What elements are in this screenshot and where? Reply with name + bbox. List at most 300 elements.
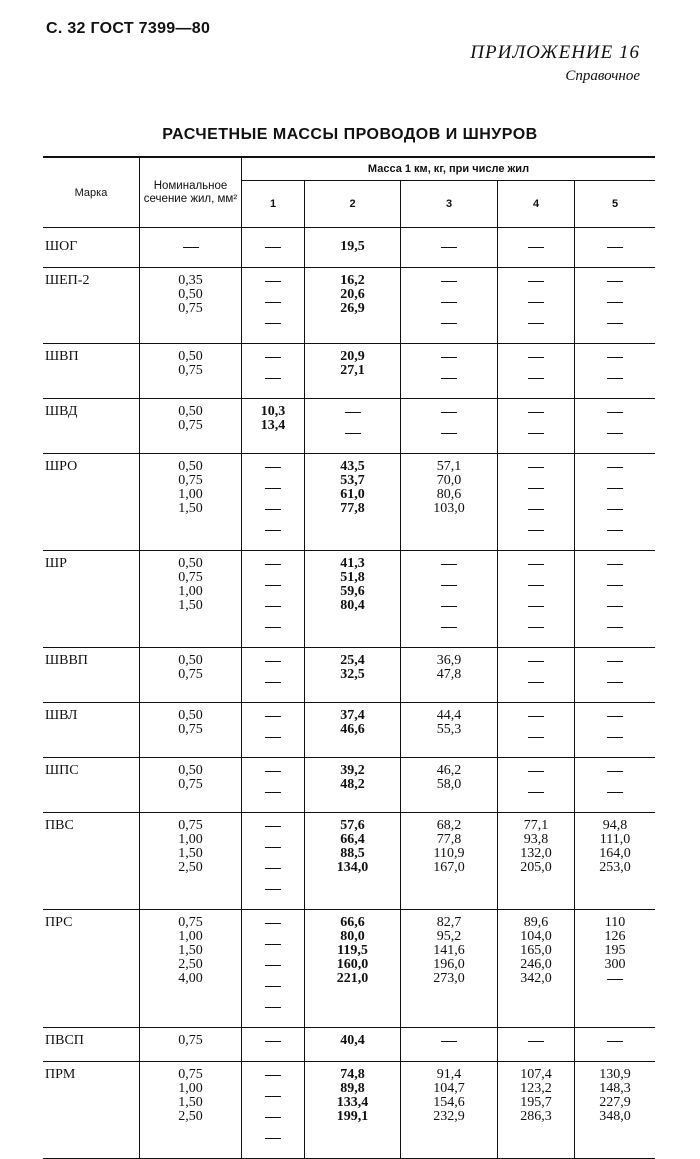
dash-mark — [575, 771, 655, 785]
cell-value: 0,50 — [178, 349, 203, 364]
cell-mass-4-core — [498, 1062, 575, 1159]
cell-value: 196,0 — [433, 957, 465, 972]
cell-section — [140, 813, 242, 910]
dash-mark — [575, 247, 655, 261]
cell-value: 4,00 — [178, 971, 203, 986]
cell-value: 273,0 — [433, 971, 465, 986]
cell-section — [140, 1028, 242, 1062]
cell-value: 132,0 — [520, 846, 552, 861]
cell-value: 77,8 — [340, 501, 365, 516]
cell-section — [140, 344, 242, 399]
cell-value: 1,00 — [178, 929, 203, 944]
cell-value: 80,4 — [340, 598, 365, 613]
dash-mark — [498, 433, 574, 447]
dash-mark — [242, 1075, 304, 1089]
cell-mass-2-core — [305, 813, 401, 910]
cell-marka: ПВС — [43, 813, 140, 910]
document-title: РАСЧЕТНЫЕ МАССЫ ПРОВОДОВ И ШНУРОВ — [162, 126, 538, 143]
dash-mark — [575, 792, 655, 806]
cell-value: 51,8 — [340, 570, 365, 585]
cell-mass-2-core — [305, 910, 401, 1028]
cell-marka: ШЕП-2 — [43, 268, 140, 344]
cell-value: 0,75 — [178, 301, 203, 316]
cell-value: 1,00 — [178, 1081, 203, 1096]
cell-mass-5-core — [575, 399, 656, 454]
dash-mark — [242, 923, 304, 937]
cell-value: 195,7 — [520, 1095, 552, 1110]
cell-value: 26,9 — [340, 301, 365, 316]
cell-value: 37,4 — [340, 708, 365, 723]
dash-mark — [575, 302, 655, 316]
cell-mass-3-core — [401, 813, 498, 910]
dash-mark — [575, 433, 655, 447]
cell-value: 227,9 — [599, 1095, 631, 1110]
cell-mass-1-core — [242, 648, 305, 703]
dash-mark — [242, 509, 304, 523]
cell-value: 0,75 — [178, 667, 203, 682]
dash-mark — [575, 737, 655, 751]
cell-value: 1,50 — [178, 846, 203, 861]
dash-mark — [498, 585, 574, 599]
dash-mark — [575, 357, 655, 371]
dash-mark — [575, 509, 655, 523]
cell-mass-3-core — [401, 758, 498, 813]
table-row — [43, 758, 655, 813]
cell-mass-2-core — [305, 551, 401, 648]
cell-marka: ШРО — [43, 454, 140, 551]
cell-value: 77,1 — [523, 818, 549, 833]
cell-marka: ПВСП — [43, 1028, 140, 1062]
cell-marka: ШВД — [43, 399, 140, 454]
dash-mark — [401, 627, 497, 641]
dash-mark — [242, 1138, 304, 1152]
cell-marka: ШПС — [43, 758, 140, 813]
table-row — [43, 399, 655, 454]
dash-mark — [575, 378, 655, 392]
cell-value: 19,5 — [340, 239, 365, 254]
table-row — [43, 910, 655, 1028]
cell-mass-4-core — [498, 648, 575, 703]
cell-value: 232,9 — [433, 1109, 465, 1124]
dash-mark — [242, 792, 304, 806]
appendix-label — [470, 42, 640, 85]
cell-value: 119,5 — [337, 943, 368, 958]
dash-mark — [242, 281, 304, 295]
dash-mark — [498, 378, 574, 392]
dash-mark — [575, 467, 655, 481]
table-row — [43, 551, 655, 648]
cell-mass-5-core — [575, 1028, 656, 1062]
cell-value: 0,75 — [178, 1033, 203, 1048]
cell-value: 46,6 — [340, 722, 365, 737]
dash-mark — [242, 716, 304, 730]
cell-value: 2,50 — [178, 1109, 203, 1124]
cell-value: 0,35 — [178, 273, 203, 288]
cell-value: 1,00 — [178, 487, 203, 502]
dash-mark — [401, 302, 497, 316]
dash-mark — [305, 412, 400, 426]
cell-mass-2-core — [305, 344, 401, 399]
dash-mark — [242, 585, 304, 599]
dash-mark — [575, 564, 655, 578]
cell-mass-3-core — [401, 344, 498, 399]
cell-value: 165,0 — [520, 943, 552, 958]
cell-value: 82,7 — [436, 915, 462, 930]
cell-value: 39,2 — [340, 763, 365, 778]
cell-mass-5-core — [575, 648, 656, 703]
dash-mark — [575, 412, 655, 426]
dash-mark — [498, 737, 574, 751]
cell-value: 348,0 — [599, 1109, 631, 1124]
cell-value: 59,6 — [340, 584, 365, 599]
cell-value: 77,8 — [436, 832, 462, 847]
dash-mark — [498, 488, 574, 502]
cell-value: 130,9 — [599, 1067, 631, 1082]
cell-marka: ШОГ — [43, 228, 140, 268]
cell-value: 104,0 — [520, 929, 552, 944]
dash-mark — [498, 302, 574, 316]
cell-value: 1,50 — [178, 501, 203, 516]
dash-mark — [242, 323, 304, 337]
cell-mass-4-core — [498, 551, 575, 648]
cell-value: 2,50 — [178, 957, 203, 972]
dash-mark — [242, 986, 304, 1000]
cell-value: 0,75 — [178, 777, 203, 792]
cell-mass-5-core — [575, 910, 656, 1028]
cell-mass-3-core — [401, 648, 498, 703]
dash-mark — [242, 1041, 304, 1055]
cell-value: 0,75 — [178, 915, 203, 930]
cell-value: 95,2 — [436, 929, 462, 944]
dash-mark — [242, 1096, 304, 1110]
cell-mass-1-core — [242, 703, 305, 758]
dash-mark — [498, 1041, 574, 1055]
cell-value: 1,00 — [178, 832, 203, 847]
appendix-subtitle: Справочное — [565, 68, 640, 84]
table-row — [43, 1062, 655, 1159]
cell-mass-2-core — [305, 399, 401, 454]
cell-value: 300 — [604, 957, 626, 972]
dash-mark — [575, 488, 655, 502]
cell-mass-3-core — [401, 910, 498, 1028]
dash-mark — [242, 889, 304, 903]
dash-mark — [401, 1041, 497, 1055]
cell-value: 32,5 — [340, 667, 365, 682]
cell-value: 48,2 — [340, 777, 365, 792]
cell-value: 94,8 — [602, 818, 628, 833]
dash-mark — [242, 737, 304, 751]
cell-mass-4-core — [498, 228, 575, 268]
cell-mass-4-core — [498, 344, 575, 399]
dash-mark — [498, 467, 574, 481]
cell-value: 40,4 — [340, 1033, 365, 1048]
cell-marka: ШВВП — [43, 648, 140, 703]
cell-mass-2-core — [305, 703, 401, 758]
dash-mark — [242, 944, 304, 958]
cell-mass-1-core — [242, 758, 305, 813]
cell-value: 126 — [604, 929, 626, 944]
dash-mark — [242, 564, 304, 578]
cell-mass-1-core — [242, 399, 305, 454]
dash-mark — [498, 247, 574, 261]
dash-mark — [242, 488, 304, 502]
dash-mark — [575, 716, 655, 730]
cell-value: 0,50 — [178, 459, 203, 474]
table-row — [43, 648, 655, 703]
cell-mass-2-core — [305, 758, 401, 813]
cell-value: 0,50 — [178, 763, 203, 778]
dash-mark — [242, 247, 304, 261]
cell-marka: ШВП — [43, 344, 140, 399]
cell-mass-3-core — [401, 454, 498, 551]
cell-value: 111,0 — [599, 832, 631, 847]
dash-mark — [498, 716, 574, 730]
cell-marka: ПРС — [43, 910, 140, 1028]
dash-mark — [498, 323, 574, 337]
dash-mark — [401, 378, 497, 392]
cell-value: 44,4 — [436, 708, 462, 723]
table-row — [43, 268, 655, 344]
cell-value: 2,50 — [178, 860, 203, 875]
cell-section — [140, 454, 242, 551]
cell-value: 25,4 — [340, 653, 365, 668]
cell-value: 66,4 — [340, 832, 365, 847]
cell-value: 148,3 — [599, 1081, 631, 1096]
cell-value: 80,6 — [436, 487, 462, 502]
cell-value: 58,0 — [436, 777, 462, 792]
cell-value: 55,3 — [436, 722, 462, 737]
cell-mass-2-core — [305, 454, 401, 551]
column-header-cores-1: 1 — [242, 181, 305, 228]
cell-mass-3-core — [401, 1062, 498, 1159]
cell-mass-1-core — [242, 551, 305, 648]
dash-mark — [242, 826, 304, 840]
cell-section — [140, 399, 242, 454]
cell-value: 80,0 — [340, 929, 365, 944]
cell-value: 89,8 — [340, 1081, 365, 1096]
dash-mark — [242, 682, 304, 696]
dash-mark — [498, 530, 574, 544]
dash-mark — [575, 682, 655, 696]
cell-mass-3-core — [401, 551, 498, 648]
dash-mark — [242, 302, 304, 316]
dash-mark — [575, 606, 655, 620]
cell-value: 123,2 — [520, 1081, 552, 1096]
cell-section — [140, 1062, 242, 1159]
cell-mass-2-core — [305, 1062, 401, 1159]
cell-mass-5-core — [575, 268, 656, 344]
cell-value: 107,4 — [520, 1067, 552, 1082]
cell-value: 103,0 — [433, 501, 465, 516]
dash-mark — [242, 467, 304, 481]
cell-value: 246,0 — [520, 957, 552, 972]
cell-value: 66,6 — [340, 915, 365, 930]
cell-value: 47,8 — [436, 667, 462, 682]
table-row — [43, 228, 655, 268]
cell-mass-2-core — [305, 228, 401, 268]
column-header-cores-4: 4 — [498, 181, 575, 228]
cell-marka: ШР — [43, 551, 140, 648]
cell-value: 154,6 — [433, 1095, 465, 1110]
cell-mass-4-core — [498, 1028, 575, 1062]
cell-value: 16,2 — [340, 273, 365, 288]
cell-value: 20,6 — [340, 287, 365, 302]
dash-mark — [242, 530, 304, 544]
dash-mark — [498, 771, 574, 785]
dash-mark — [401, 247, 497, 261]
dash-mark — [498, 627, 574, 641]
dash-mark — [242, 1007, 304, 1021]
cell-value: 91,4 — [436, 1067, 462, 1082]
cell-value: 10,3 — [260, 404, 286, 419]
dash-mark — [401, 433, 497, 447]
dash-mark — [498, 682, 574, 696]
cell-value: 70,0 — [436, 473, 462, 488]
wire-mass-table — [43, 156, 655, 1159]
cell-mass-2-core — [305, 648, 401, 703]
cell-mass-5-core — [575, 758, 656, 813]
cell-mass-2-core — [305, 268, 401, 344]
cell-value: 27,1 — [340, 363, 365, 378]
cell-value: 0,75 — [178, 818, 203, 833]
cell-marka: ПРМ — [43, 1062, 140, 1159]
cell-mass-3-core — [401, 703, 498, 758]
cell-mass-3-core — [401, 268, 498, 344]
dash-mark — [498, 281, 574, 295]
cell-value: 57,1 — [436, 459, 462, 474]
cell-mass-1-core — [242, 228, 305, 268]
cell-value: 0,50 — [178, 404, 203, 419]
cell-value: 1,50 — [178, 943, 203, 958]
cell-mass-1-core — [242, 1028, 305, 1062]
cell-value: 133,4 — [336, 1095, 369, 1110]
cell-mass-3-core — [401, 1028, 498, 1062]
dash-mark — [575, 530, 655, 544]
dash-mark — [575, 585, 655, 599]
cell-value: 0,75 — [178, 418, 203, 433]
cell-mass-1-core — [242, 454, 305, 551]
dash-mark — [242, 1117, 304, 1131]
cell-value: 160,0 — [336, 957, 369, 972]
cell-value: 0,50 — [178, 653, 203, 668]
cell-value: 164,0 — [599, 846, 631, 861]
cell-mass-5-core — [575, 551, 656, 648]
dash-mark — [401, 281, 497, 295]
cell-section — [140, 648, 242, 703]
cell-mass-5-core — [575, 454, 656, 551]
cell-value: 286,3 — [520, 1109, 552, 1124]
cell-value: 53,7 — [340, 473, 365, 488]
table-row — [43, 344, 655, 399]
cell-mass-4-core — [498, 399, 575, 454]
cell-value: 342,0 — [520, 971, 552, 986]
cell-mass-4-core — [498, 813, 575, 910]
table-row — [43, 454, 655, 551]
cell-mass-4-core — [498, 703, 575, 758]
cell-value: 1,00 — [178, 584, 203, 599]
cell-value: 1,50 — [178, 1095, 203, 1110]
cell-mass-1-core — [242, 1062, 305, 1159]
dash-mark — [401, 606, 497, 620]
cell-mass-3-core — [401, 399, 498, 454]
cell-value: 104,7 — [433, 1081, 465, 1096]
page-reference: С. 32 ГОСТ 7399—80 — [46, 20, 211, 37]
cell-mass-4-core — [498, 268, 575, 344]
column-header-marka: Марка — [43, 157, 140, 228]
cell-value: 0,75 — [178, 1067, 203, 1082]
cell-mass-1-core — [242, 344, 305, 399]
cell-value: 13,4 — [260, 418, 286, 433]
dash-mark — [401, 585, 497, 599]
cell-marka: ШВЛ — [43, 703, 140, 758]
dash-mark — [575, 281, 655, 295]
dash-mark — [242, 357, 304, 371]
cell-section — [140, 910, 242, 1028]
cell-mass-5-core — [575, 1062, 656, 1159]
column-header-section: Номинальное сечение жил, мм² — [140, 157, 242, 228]
dash-mark — [242, 378, 304, 392]
cell-value: 0,75 — [178, 722, 203, 737]
cell-value: 20,9 — [340, 349, 365, 364]
table-row — [43, 1028, 655, 1062]
cell-value: 0,50 — [178, 287, 203, 302]
column-header-cores-2: 2 — [305, 181, 401, 228]
dash-mark — [575, 661, 655, 675]
cell-section — [140, 758, 242, 813]
column-header-mass: Масса 1 км, кг, при числе жил — [242, 157, 656, 181]
cell-value: 167,0 — [433, 860, 465, 875]
cell-section — [140, 228, 242, 268]
cell-value: 195 — [604, 943, 626, 958]
cell-mass-3-core — [401, 228, 498, 268]
cell-mass-1-core — [242, 268, 305, 344]
cell-value: 0,75 — [178, 473, 203, 488]
cell-value: 74,8 — [340, 1067, 365, 1082]
cell-value: 0,50 — [178, 708, 203, 723]
cell-section — [140, 551, 242, 648]
dash-mark — [242, 606, 304, 620]
dash-mark — [498, 357, 574, 371]
cell-mass-4-core — [498, 758, 575, 813]
dash-mark — [401, 412, 497, 426]
dash-mark — [575, 979, 655, 993]
cell-value: 57,6 — [340, 818, 365, 833]
dash-mark — [242, 627, 304, 641]
cell-value: 141,6 — [433, 943, 465, 958]
cell-mass-2-core — [305, 1028, 401, 1062]
cell-mass-1-core — [242, 910, 305, 1028]
dash-mark — [401, 357, 497, 371]
cell-value: 93,8 — [523, 832, 549, 847]
cell-value: 89,6 — [523, 915, 549, 930]
dash-mark — [498, 564, 574, 578]
cell-value: 205,0 — [520, 860, 552, 875]
cell-mass-4-core — [498, 454, 575, 551]
dash-mark — [498, 792, 574, 806]
dash-mark — [575, 323, 655, 337]
cell-mass-5-core — [575, 344, 656, 399]
cell-value: 110 — [604, 915, 626, 930]
cell-value: 1,50 — [178, 598, 203, 613]
column-header-cores-3: 3 — [401, 181, 498, 228]
cell-value: 43,5 — [340, 459, 365, 474]
cell-value: 41,3 — [340, 556, 365, 571]
table-body — [43, 228, 655, 1159]
cell-value: 68,2 — [436, 818, 462, 833]
cell-mass-1-core — [242, 813, 305, 910]
cell-value: 61,0 — [340, 487, 365, 502]
cell-mass-5-core — [575, 813, 656, 910]
